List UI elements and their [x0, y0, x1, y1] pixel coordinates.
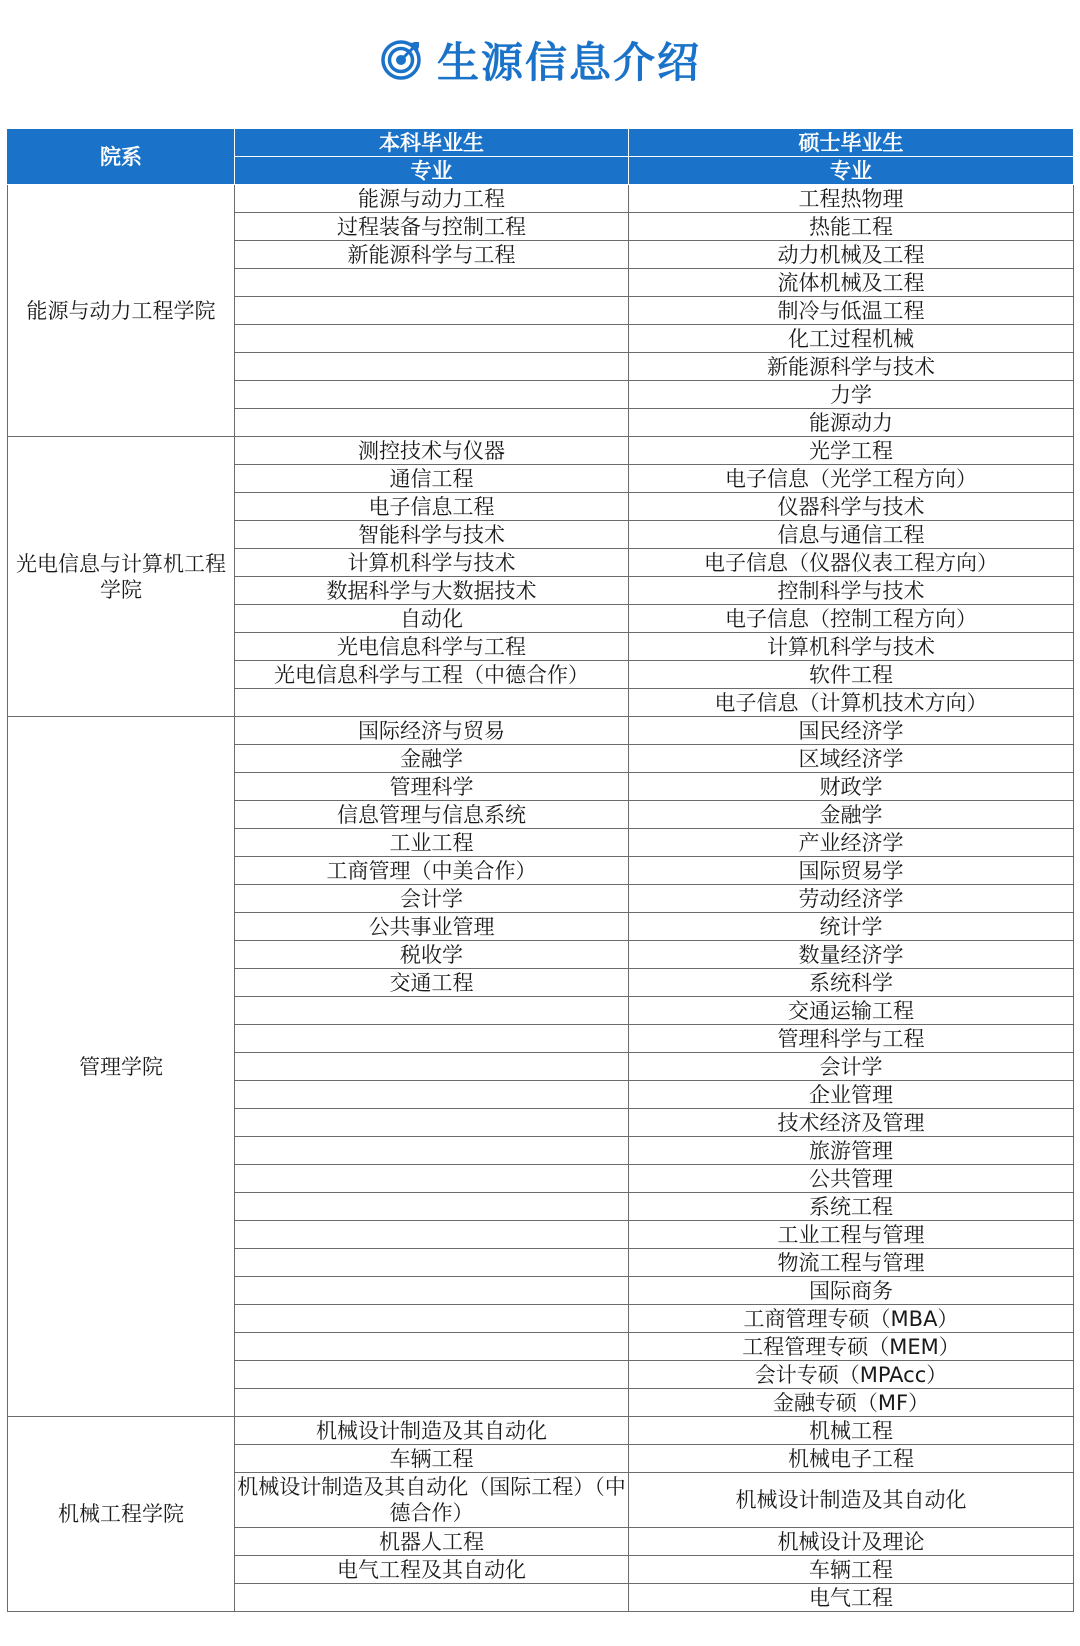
master-major: 统计学	[629, 913, 1074, 941]
master-major: 金融学	[629, 801, 1074, 829]
undergrad-major	[235, 1584, 629, 1612]
undergrad-major: 机械设计制造及其自动化（国际工程）（中德合作）	[235, 1473, 629, 1528]
master-major: 机械设计及理论	[629, 1528, 1074, 1556]
undergrad-major: 测控技术与仪器	[235, 437, 629, 465]
master-major: 机械设计制造及其自动化	[629, 1473, 1074, 1528]
undergrad-major: 电气工程及其自动化	[235, 1556, 629, 1584]
master-major: 电子信息（控制工程方向）	[629, 605, 1074, 633]
master-major: 机械电子工程	[629, 1445, 1074, 1473]
master-major: 光学工程	[629, 437, 1074, 465]
master-major: 动力机械及工程	[629, 241, 1074, 269]
master-major: 区域经济学	[629, 745, 1074, 773]
undergrad-major: 公共事业管理	[235, 913, 629, 941]
undergrad-major-header: 专业	[235, 157, 629, 185]
undergrad-major	[235, 997, 629, 1025]
undergrad-major	[235, 1305, 629, 1333]
undergrad-major	[235, 1389, 629, 1417]
undergrad-major	[235, 1249, 629, 1277]
undergrad-major: 国际经济与贸易	[235, 717, 629, 745]
master-major: 热能工程	[629, 213, 1074, 241]
undergrad-major	[235, 1081, 629, 1109]
undergrad-major	[235, 381, 629, 409]
master-major: 工程热物理	[629, 185, 1074, 213]
master-major: 电子信息（计算机技术方向）	[629, 689, 1074, 717]
master-major: 控制科学与技术	[629, 577, 1074, 605]
undergrad-major	[235, 1109, 629, 1137]
undergrad-major: 新能源科学与工程	[235, 241, 629, 269]
master-major: 电气工程	[629, 1584, 1074, 1612]
undergrad-major: 交通工程	[235, 969, 629, 997]
page-title: 生源信息介绍	[436, 38, 701, 87]
undergrad-major	[235, 297, 629, 325]
table-row	[8, 1417, 1074, 1445]
master-major: 信息与通信工程	[629, 521, 1074, 549]
master-major: 国际贸易学	[629, 857, 1074, 885]
master-major: 制冷与低温工程	[629, 297, 1074, 325]
master-major: 物流工程与管理	[629, 1249, 1074, 1277]
master-major: 新能源科学与技术	[629, 353, 1074, 381]
title-bar	[0, 30, 1080, 90]
master-major: 国民经济学	[629, 717, 1074, 745]
undergrad-major: 管理科学	[235, 773, 629, 801]
target-icon	[379, 38, 423, 82]
undergrad-major: 电子信息工程	[235, 493, 629, 521]
master-major: 软件工程	[629, 661, 1074, 689]
undergrad-major	[235, 1193, 629, 1221]
master-major: 电子信息（仪器仪表工程方向）	[629, 549, 1074, 577]
undergrad-major	[235, 409, 629, 437]
master-major: 工业工程与管理	[629, 1221, 1074, 1249]
undergrad-major	[235, 1221, 629, 1249]
master-header: 硕士毕业生	[629, 129, 1074, 157]
master-major: 技术经济及管理	[629, 1109, 1074, 1137]
undergrad-major: 自动化	[235, 605, 629, 633]
department-name: 能源与动力工程学院	[8, 185, 235, 437]
master-major-header: 专业	[629, 157, 1074, 185]
undergrad-header: 本科毕业生	[235, 129, 629, 157]
master-major: 力学	[629, 381, 1074, 409]
master-major: 能源动力	[629, 409, 1074, 437]
undergrad-major: 金融学	[235, 745, 629, 773]
undergrad-major: 会计学	[235, 885, 629, 913]
undergrad-major: 能源与动力工程	[235, 185, 629, 213]
undergrad-major: 机器人工程	[235, 1528, 629, 1556]
master-major: 会计学	[629, 1053, 1074, 1081]
undergrad-major	[235, 689, 629, 717]
undergrad-major	[235, 1025, 629, 1053]
master-major: 工商管理专硕（MBA）	[629, 1305, 1074, 1333]
undergrad-major: 智能科学与技术	[235, 521, 629, 549]
undergrad-major	[235, 353, 629, 381]
master-major: 财政学	[629, 773, 1074, 801]
master-major: 国际商务	[629, 1277, 1074, 1305]
master-major: 计算机科学与技术	[629, 633, 1074, 661]
undergrad-major	[235, 1277, 629, 1305]
undergrad-major: 车辆工程	[235, 1445, 629, 1473]
master-major: 旅游管理	[629, 1137, 1074, 1165]
master-major: 企业管理	[629, 1081, 1074, 1109]
undergrad-major: 信息管理与信息系统	[235, 801, 629, 829]
table-row	[8, 185, 1074, 213]
master-major: 公共管理	[629, 1165, 1074, 1193]
major-table	[7, 128, 1074, 1612]
undergrad-major: 数据科学与大数据技术	[235, 577, 629, 605]
master-major: 流体机械及工程	[629, 269, 1074, 297]
department-name: 光电信息与计算机工程学院	[8, 437, 235, 717]
master-major: 车辆工程	[629, 1556, 1074, 1584]
undergrad-major	[235, 269, 629, 297]
undergrad-major	[235, 1165, 629, 1193]
master-major: 数量经济学	[629, 941, 1074, 969]
undergrad-major: 通信工程	[235, 465, 629, 493]
dept-header: 院系	[8, 129, 235, 185]
undergrad-major	[235, 1137, 629, 1165]
master-major: 劳动经济学	[629, 885, 1074, 913]
undergrad-major: 光电信息科学与工程	[235, 633, 629, 661]
undergrad-major: 计算机科学与技术	[235, 549, 629, 577]
master-major: 交通运输工程	[629, 997, 1074, 1025]
master-major: 系统科学	[629, 969, 1074, 997]
undergrad-major	[235, 1333, 629, 1361]
master-major: 机械工程	[629, 1417, 1074, 1445]
department-name: 机械工程学院	[8, 1417, 235, 1612]
master-major: 电子信息（光学工程方向）	[629, 465, 1074, 493]
undergrad-major	[235, 1053, 629, 1081]
master-major: 系统工程	[629, 1193, 1074, 1221]
master-major: 金融专硕（MF）	[629, 1389, 1074, 1417]
master-major: 仪器科学与技术	[629, 493, 1074, 521]
undergrad-major: 工商管理（中美合作）	[235, 857, 629, 885]
master-major: 会计专硕（MPAcc）	[629, 1361, 1074, 1389]
master-major: 化工过程机械	[629, 325, 1074, 353]
undergrad-major: 光电信息科学与工程（中德合作）	[235, 661, 629, 689]
table-row	[8, 717, 1074, 745]
master-major: 工程管理专硕（MEM）	[629, 1333, 1074, 1361]
undergrad-major: 过程装备与控制工程	[235, 213, 629, 241]
department-name: 管理学院	[8, 717, 235, 1417]
undergrad-major: 机械设计制造及其自动化	[235, 1417, 629, 1445]
undergrad-major: 工业工程	[235, 829, 629, 857]
undergrad-major: 税收学	[235, 941, 629, 969]
undergrad-major	[235, 1361, 629, 1389]
undergrad-major	[235, 325, 629, 353]
master-major: 产业经济学	[629, 829, 1074, 857]
table-row	[8, 437, 1074, 465]
master-major: 管理科学与工程	[629, 1025, 1074, 1053]
